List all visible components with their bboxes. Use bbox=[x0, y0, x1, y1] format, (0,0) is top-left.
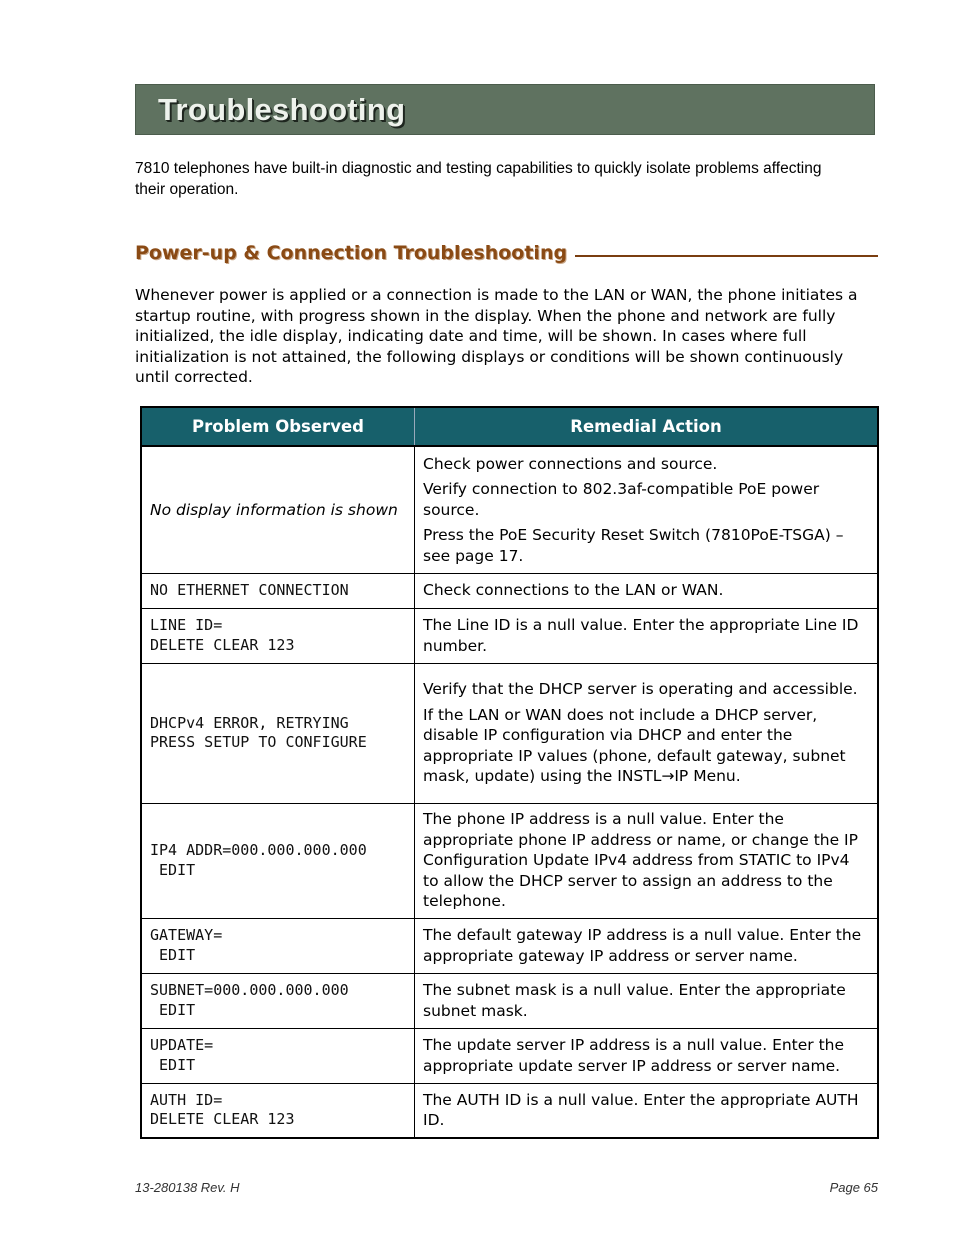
footer-doc-number: 13-280138 Rev. H bbox=[135, 1180, 240, 1195]
section-paragraph: Whenever power is applied or a connection is made to the LAN or WAN, the phone initiates a startup routine, with progress shown in the display. When the phone and network are fully initialized, the idle display, indicating date and time, will be shown. In cases where full initialization is not attained, the following displays or conditions will be shown continuously until corrected. bbox=[135, 286, 858, 386]
action-cell bbox=[415, 573, 879, 608]
action-text: The update server IP address is a null value. Enter the appropriate update server IP address or server name. bbox=[423, 1036, 845, 1075]
section-rule bbox=[575, 255, 878, 257]
problem-text: UPDATE= EDIT bbox=[150, 1036, 214, 1074]
action-cell bbox=[415, 1028, 879, 1083]
action-text: If the LAN or WAN does not include a DHCP server, disable IP configuration via DHCP and enter the appropriate IP values (phone, default gateway, subnet mask, update) using the INSTL→IP Menu. bbox=[423, 705, 846, 786]
problem-cell bbox=[141, 1028, 415, 1083]
action-cell bbox=[415, 608, 879, 663]
header-problem-observed: Problem Observed bbox=[141, 407, 415, 446]
action-text: Verify connection to 802.3af-compatible PoE power source. bbox=[423, 480, 820, 519]
problem-text: IP4 ADDR=000.000.000.000 EDIT bbox=[150, 841, 367, 879]
problem-cell bbox=[141, 446, 415, 573]
title-banner bbox=[135, 84, 875, 135]
problem-cell bbox=[141, 803, 415, 918]
table-row bbox=[141, 973, 878, 1028]
action-cell bbox=[415, 973, 879, 1028]
problem-text: GATEWAY= EDIT bbox=[150, 926, 223, 964]
action-text: The Line ID is a null value. Enter the appropriate Line ID number. bbox=[423, 616, 859, 655]
action-cell bbox=[415, 1083, 879, 1138]
problem-text: LINE ID= DELETE CLEAR 123 bbox=[150, 616, 295, 654]
header-remedial-action: Remedial Action bbox=[415, 407, 879, 446]
table-row bbox=[141, 1083, 878, 1138]
action-cell bbox=[415, 663, 879, 803]
troubleshooting-table bbox=[140, 406, 879, 1139]
problem-text: No display information is shown bbox=[150, 500, 398, 519]
problem-text: DHCPv4 ERROR, RETRYING PRESS SETUP TO CONFIGURE bbox=[150, 713, 367, 751]
table-row bbox=[141, 573, 878, 608]
action-cell bbox=[415, 803, 879, 918]
action-text: Press the PoE Security Reset Switch (7810PoE-TSGA) – see page 17. bbox=[423, 526, 844, 565]
problem-cell bbox=[141, 973, 415, 1028]
action-text: Check connections to the LAN or WAN. bbox=[423, 581, 724, 600]
section-heading: Power-up & Connection Troubleshooting bbox=[135, 242, 568, 264]
footer-page-number: Page 65 bbox=[829, 1180, 878, 1195]
page-title: Troubleshooting bbox=[158, 92, 406, 127]
table-row bbox=[141, 663, 878, 803]
action-text: Verify that the DHCP server is operating and accessible. bbox=[423, 680, 858, 699]
action-cell bbox=[415, 918, 879, 973]
problem-text: AUTH ID= DELETE CLEAR 123 bbox=[150, 1090, 295, 1129]
problem-text: NO ETHERNET CONNECTION bbox=[150, 580, 349, 599]
action-cell bbox=[415, 446, 879, 573]
action-text: Check power connections and source. bbox=[423, 454, 718, 473]
table-row bbox=[141, 803, 878, 918]
problem-cell bbox=[141, 1083, 415, 1138]
table-row bbox=[141, 446, 878, 573]
table-header-row bbox=[141, 407, 878, 446]
problem-cell bbox=[141, 663, 415, 803]
problem-cell bbox=[141, 573, 415, 608]
problem-cell bbox=[141, 608, 415, 663]
action-text: The subnet mask is a null value. Enter the appropriate subnet mask. bbox=[423, 981, 846, 1020]
action-text: The AUTH ID is a null value. Enter the appropriate AUTH ID. bbox=[423, 1090, 859, 1130]
problem-text: SUBNET=000.000.000.000 EDIT bbox=[150, 981, 349, 1019]
action-text: The default gateway IP address is a null value. Enter the appropriate gateway IP address or server name. bbox=[423, 926, 862, 965]
table-row bbox=[141, 918, 878, 973]
table-row bbox=[141, 1028, 878, 1083]
action-text: The phone IP address is a null value. Enter the appropriate phone IP address or name, or change the IP Configuration Update IPv4 address from STATIC to IPv4 to allow the DHCP server to assign an address to the telephone. bbox=[423, 810, 858, 911]
problem-cell bbox=[141, 918, 415, 973]
intro-paragraph: 7810 telephones have built-in diagnostic and testing capabilities to quickly isolate problems affecting their operation. bbox=[135, 160, 822, 198]
table-row bbox=[141, 608, 878, 663]
